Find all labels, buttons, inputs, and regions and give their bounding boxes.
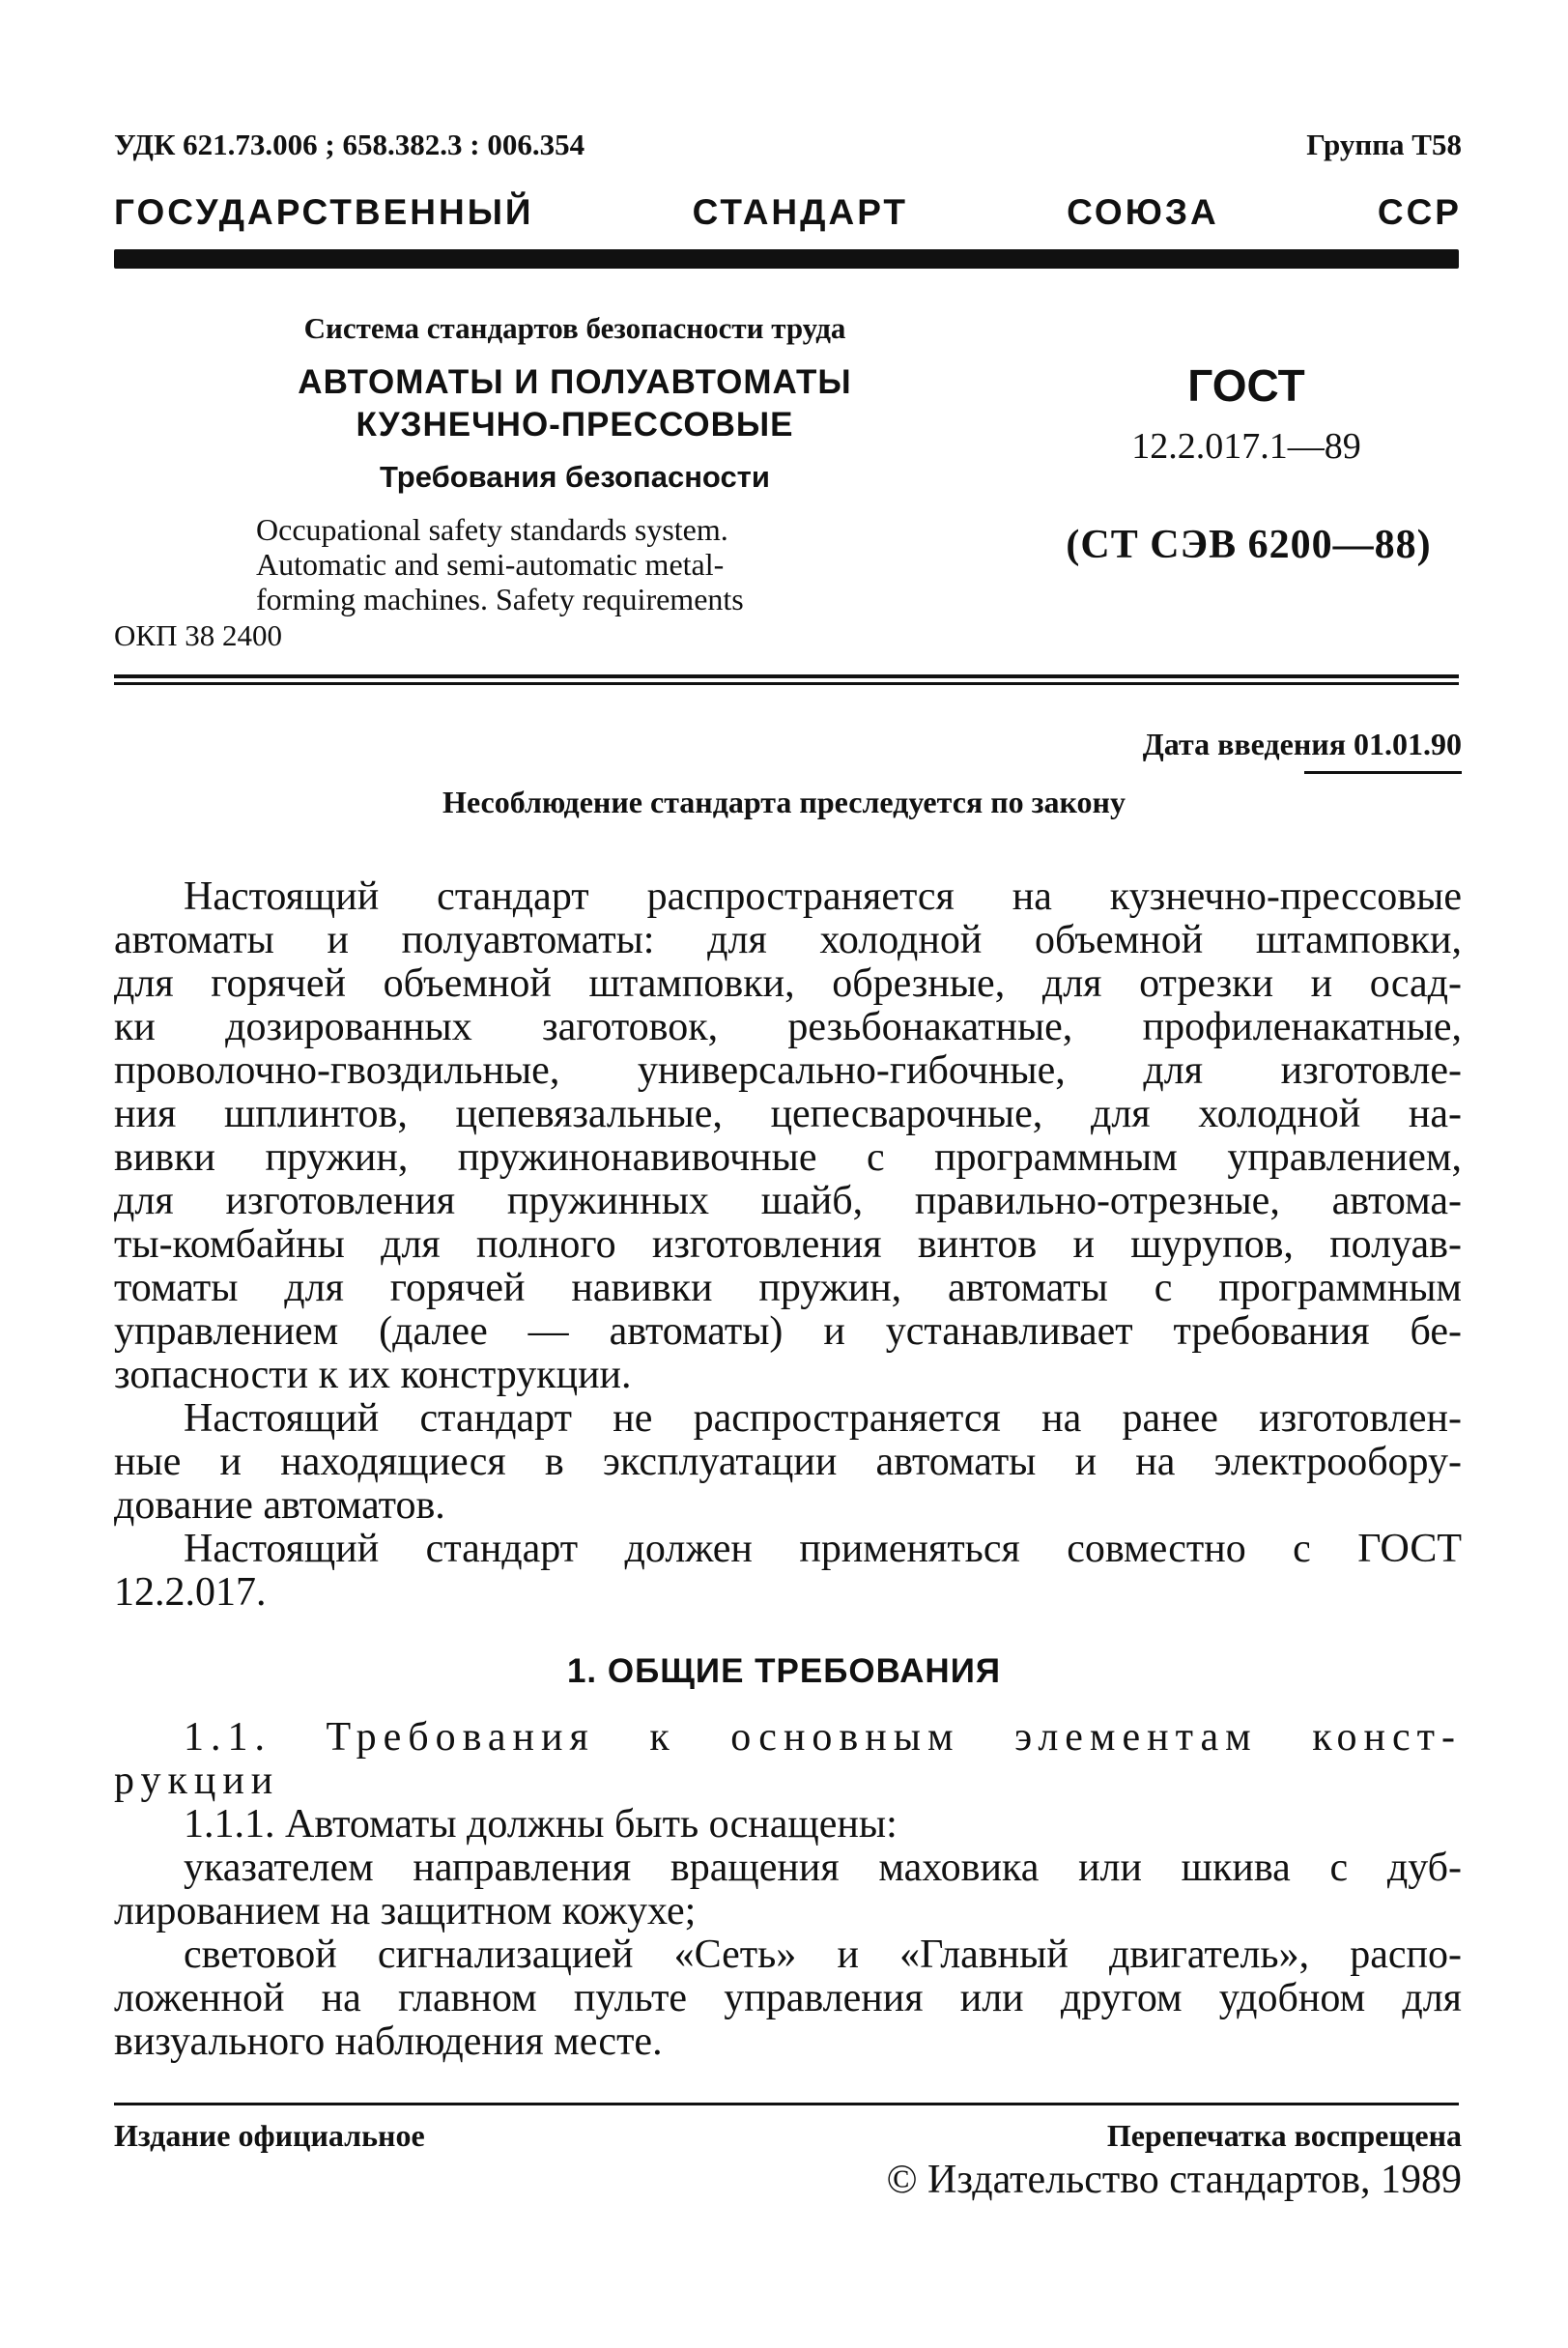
section-heading: 1. ОБЩИЕ ТРЕБОВАНИЯ <box>566 1652 1002 1690</box>
english-title-line: Automatic and semi-automatic metal- <box>256 547 725 582</box>
subsection-heading: рукции <box>114 1759 280 1803</box>
body-line: томаты для горячей навивки пружин, автоматы с программным <box>114 1266 1462 1310</box>
body-line: ные и находящиеся в эксплуатации автоматы и на электрообору- <box>114 1440 1462 1484</box>
body-line: зопасности к их конструкции. <box>114 1353 632 1397</box>
list-item-line: ложенной на главном пульте управления или другом удобном для <box>114 1976 1462 2020</box>
body-line: Настоящий стандарт распространяется на кузнечно-прессовые <box>184 874 1462 919</box>
gost-label: ГОСТ <box>1187 360 1305 411</box>
gost-number: 12.2.017.1—89 <box>1131 426 1361 467</box>
body-line: управлением (далее — автоматы) и устанавливает требования бе- <box>114 1309 1462 1354</box>
copyright-icon: © <box>886 2158 918 2202</box>
list-item-line: указателем направления вращения маховика или шкива с дуб- <box>184 1846 1462 1890</box>
body-line: автоматы и полуавтоматы: для холодной объемной штамповки, <box>114 918 1462 962</box>
date-underline <box>1304 771 1462 774</box>
okp-code: ОКП 38 2400 <box>114 618 282 652</box>
english-title-line: forming machines. Safety requirements <box>256 582 744 616</box>
copyright-notice <box>887 2157 1462 2203</box>
standards-series: Система стандартов безопасности труда <box>303 311 846 345</box>
reprint-prohibited-label: Перепечатка воспрещена <box>1106 2118 1462 2153</box>
header-thick-rule <box>114 249 1459 269</box>
udk-code: УДК 621.73.006 ; 658.382.3 : 006.354 <box>114 128 585 161</box>
english-title <box>256 512 915 616</box>
footer-rule <box>114 2103 1459 2105</box>
list-item-line: лированием на защитном кожухе; <box>114 1889 697 1933</box>
title-block-rule <box>114 674 1459 678</box>
st-sev-number: (СТ СЭВ 6200—88) <box>1066 523 1432 567</box>
introduction-date <box>1143 727 1462 762</box>
state-standard-banner: ГОСУДАРСТВЕННЫЙ СТАНДАРТ СОЮЗА ССР <box>114 192 1462 232</box>
group-code: Группа Т58 <box>1306 128 1462 161</box>
body-line: вивки пружин, пружинонавивочные с программным управлением, <box>114 1135 1462 1180</box>
body-line: Настоящий стандарт должен применяться совместно с ГОСТ <box>184 1527 1462 1571</box>
list-item-line: визуального наблюдения месте. <box>114 2019 663 2064</box>
document-title-line-2: КУЗНЕЧНО-ПРЕССОВЫЕ <box>356 406 794 444</box>
body-line: для изготовления пружинных шайб, правильно-отрезные, автома- <box>114 1179 1462 1223</box>
body-line: Настоящий стандарт не распространяется на ранее изготовлен- <box>184 1396 1462 1441</box>
english-title-line: Occupational safety standards system. <box>256 512 728 547</box>
body-line: ки дозированных заготовок, резьбонакатные, профиленакатные, <box>114 1005 1462 1049</box>
body-line: 12.2.017. <box>114 1570 267 1615</box>
introduction-date-value: 01.01.90 <box>1354 727 1462 761</box>
document-subtitle: Требования безопасности <box>380 460 770 494</box>
clause-1-1-1: 1.1.1. Автоматы должны быть оснащены: <box>184 1802 898 1847</box>
document-title-line-1: АВТОМАТЫ И ПОЛУАВТОМАТЫ <box>298 363 852 401</box>
list-item-line: световой сигнализацией «Сеть» и «Главный двигатель», распо- <box>184 1933 1462 1977</box>
official-edition-label: Издание официальное <box>114 2118 425 2153</box>
body-line: проволочно-гвоздильные, универсально-гибочные, для изготовле- <box>114 1048 1462 1093</box>
copyright-text: Издательство стандартов, 1989 <box>927 2158 1462 2202</box>
body-line: ния шплинтов, цепевязальные, цепесварочные, для холодной на- <box>114 1092 1462 1136</box>
subsection-heading: 1.1. Требования к основным элементам конст- <box>184 1715 1462 1760</box>
body-line: ты-комбайны для полного изготовления винтов и шурупов, полуав- <box>114 1222 1462 1267</box>
body-line: дование автоматов. <box>114 1483 445 1528</box>
body-line: для горячей объемной штамповки, обрезные, для отрезки и осад- <box>114 961 1462 1006</box>
title-block-rule <box>114 682 1459 685</box>
noncompliance-notice: Несоблюдение стандарта преследуется по закону <box>442 785 1126 819</box>
introduction-date-label: Дата введения <box>1142 727 1346 761</box>
